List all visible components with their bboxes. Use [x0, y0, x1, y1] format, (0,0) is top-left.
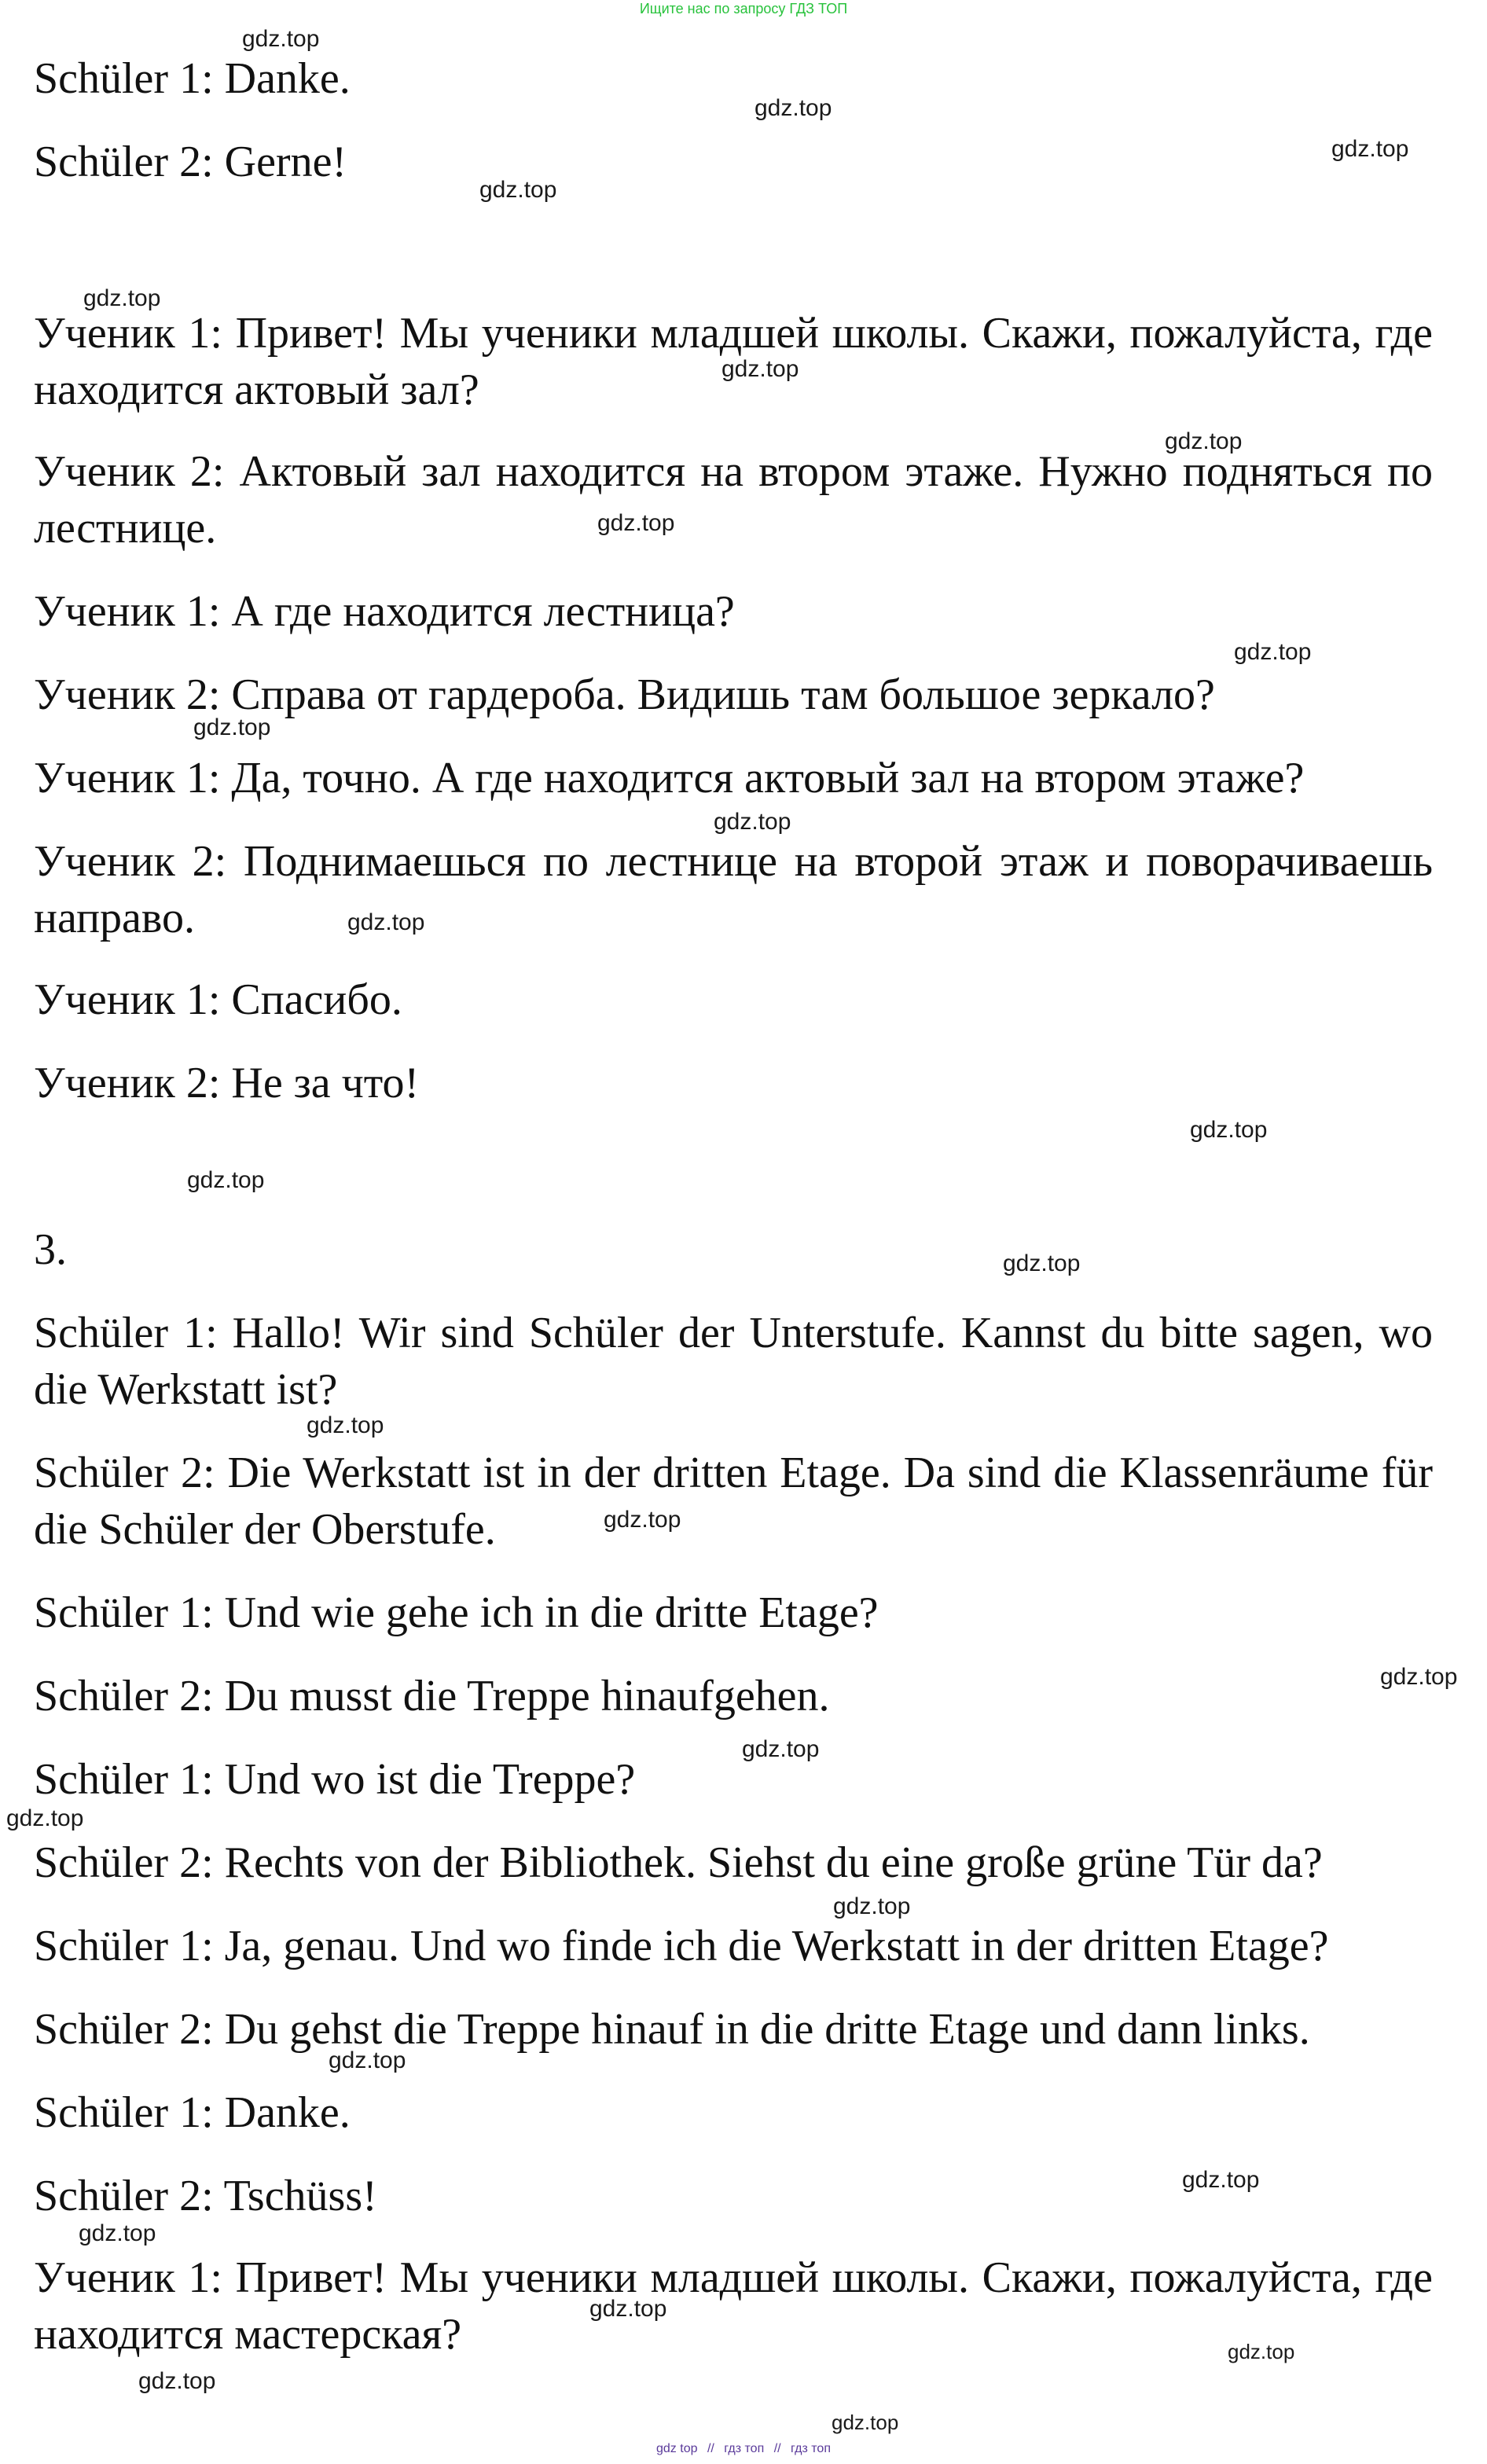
dialogue-line: Schüler 1: Und wie gehe ich in die dritte Etage? — [34, 1588, 879, 1637]
dialogue-line: Schüler 1: Ja, genau. Und wo finde ich die Werkstatt in der dritten Etage? — [34, 1922, 1329, 1970]
dialogue-line: Ученик 2: Поднимаешься по лестнице на второй этаж и поворачиваешь направо. — [34, 837, 1433, 942]
dialogue-line: Ученик 1: А где находится лестница? — [34, 587, 735, 636]
watermark: gdz.top — [755, 95, 832, 121]
watermark: gdz.top — [1234, 639, 1312, 665]
dialogue-line: Ученик 1: Да, точно. А где находится актовый зал на втором этаже? — [34, 754, 1305, 802]
watermark: gdz.top — [604, 1507, 681, 1533]
footer-separator: // — [707, 2442, 714, 2455]
footer-links — [0, 2441, 1487, 2457]
watermark: gdz.top — [138, 2368, 216, 2394]
dialogue-line: Schüler 1: Danke. — [34, 2088, 351, 2137]
dialogue-line: Schüler 2: Rechts von der Bibliothek. Siehst du eine große grüne Tür da? — [34, 1838, 1323, 1887]
dialogue-line: Schüler 1: Und wo ist die Treppe? — [34, 1755, 636, 1804]
dialogue-line: Schüler 1: Hallo! Wir sind Schüler der Unterstufe. Kannst du bitte sagen, wo die Werkstatt ist? — [34, 1309, 1433, 1414]
dialogue-line: Schüler 2: Tschüss! — [34, 2172, 377, 2220]
watermark: gdz.top — [83, 285, 161, 311]
dialogue-line: Ученик 1: Привет! Мы ученики младшей школы. Скажи, пожалуйста, где находится актовый зал? — [34, 309, 1433, 414]
watermark: gdz.top — [1228, 2340, 1295, 2363]
dialogue-line: Schüler 2: Du musst die Treppe hinaufgehen. — [34, 1672, 830, 1720]
dialogue-line: Ученик 1: Привет! Мы ученики младшей школы. Скажи, пожалуйста, где находится мастерская? — [34, 2253, 1433, 2359]
footer-link[interactable]: гдз топ — [791, 2442, 831, 2455]
watermark: gdz.top — [6, 1805, 84, 1831]
watermark: gdz.top — [1331, 136, 1409, 162]
dialogue-line: Schüler 1: Danke. — [34, 54, 351, 103]
dialogue-line: Ученик 1: Спасибо. — [34, 975, 402, 1024]
watermark: gdz.top — [347, 909, 425, 935]
watermark: gdz.top — [479, 177, 557, 203]
dialogue-line: Schüler 2: Du gehst die Treppe hinauf in die dritte Etage und dann links. — [34, 2005, 1310, 2054]
watermark: gdz.top — [242, 26, 320, 52]
watermark: gdz.top — [193, 714, 271, 740]
dialogue-line: Schüler 2: Gerne! — [34, 138, 347, 186]
watermark: gdz.top — [714, 809, 791, 835]
watermark: gdz.top — [1165, 428, 1243, 454]
watermark: gdz.top — [1182, 2167, 1260, 2193]
watermark: gdz.top — [832, 2411, 899, 2434]
dialogue-line: Ученик 2: Не за что! — [34, 1059, 420, 1107]
section-number: 3. — [34, 1225, 67, 1274]
dialogue-line: Ученик 2: Справа от гардероба. Видишь там большое зеркало? — [34, 670, 1215, 719]
watermark: gdz.top — [721, 356, 799, 382]
watermark: gdz.top — [742, 1736, 820, 1762]
watermark: gdz.top — [1380, 1664, 1458, 1690]
watermark: gdz.top — [329, 2047, 406, 2073]
watermark: gdz.top — [597, 510, 675, 536]
watermark: gdz.top — [1003, 1250, 1081, 1276]
watermark: gdz.top — [833, 1893, 911, 1919]
watermark: gdz.top — [79, 2220, 156, 2246]
dialogue-line: Ученик 2: Актовый зал находится на втором этаже. Нужно подняться по лестнице. — [34, 447, 1433, 553]
watermark: gdz.top — [307, 1412, 384, 1438]
top-banner: Ищите нас по запросу ГДЗ ТОП — [639, 1, 848, 17]
watermark: gdz.top — [589, 2296, 667, 2322]
footer-link[interactable]: гдз топ — [724, 2442, 765, 2455]
footer-link[interactable]: gdz top — [656, 2442, 698, 2455]
footer-separator: // — [773, 2442, 781, 2455]
dialogue-line: Schüler 2: Die Werkstatt ist in der dritten Etage. Da sind die Klassenräume für die Schüler der Oberstufe. — [34, 1449, 1433, 1554]
watermark: gdz.top — [1190, 1117, 1268, 1143]
watermark: gdz.top — [187, 1167, 265, 1193]
